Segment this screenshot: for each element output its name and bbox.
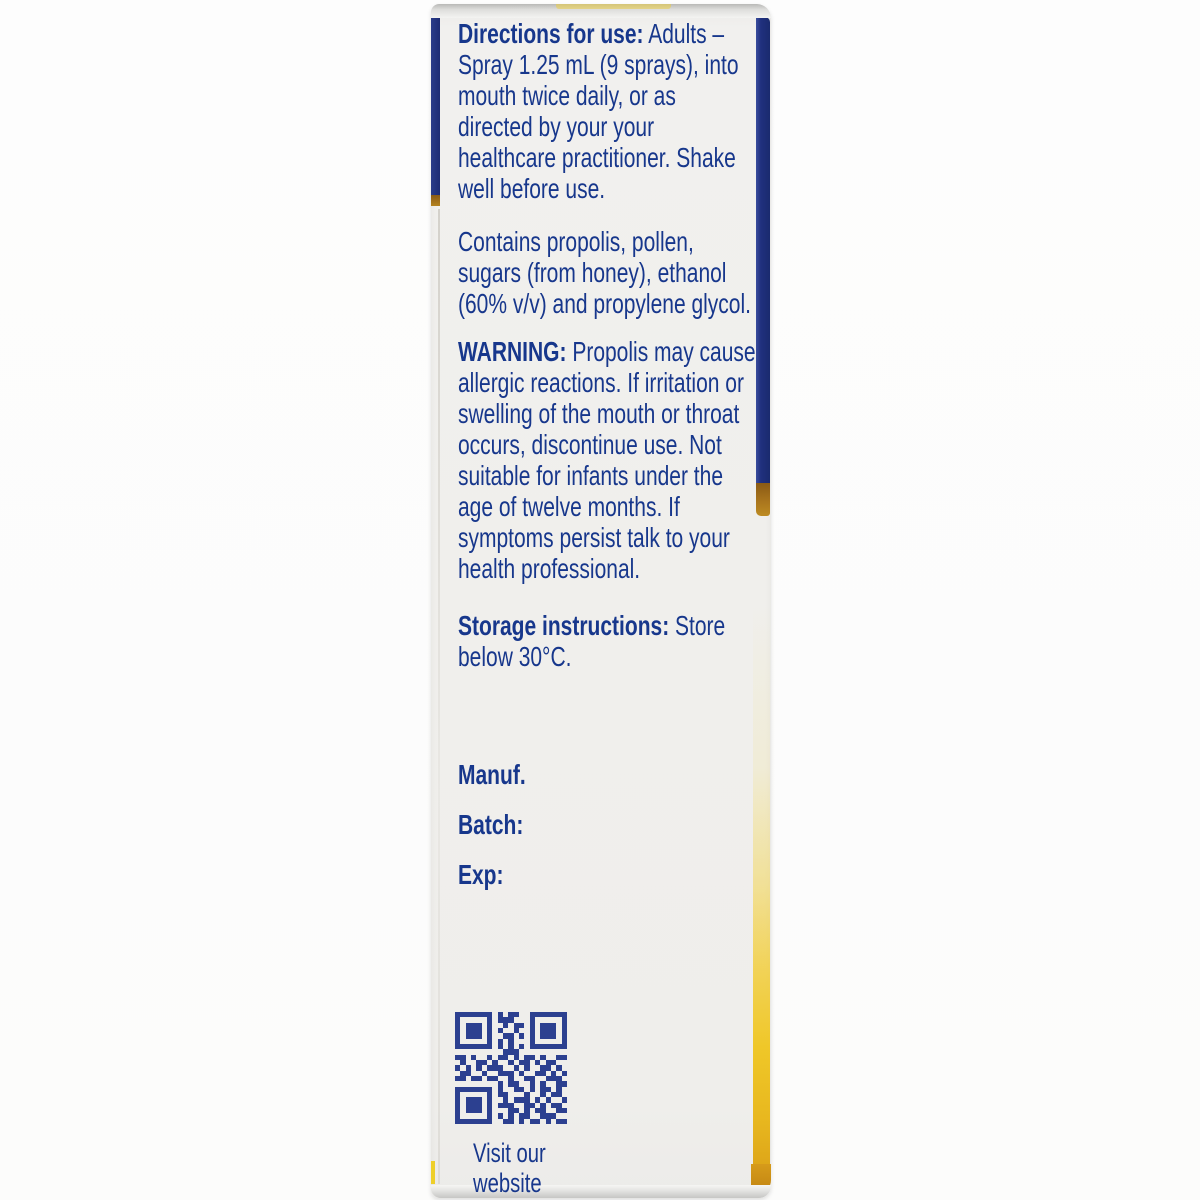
text-line: (60% v/v) and propylene glycol. — [458, 288, 751, 319]
text-line: health professional. — [458, 553, 641, 584]
left-edge-gold-tip — [431, 195, 440, 206]
text-line: directed by your your — [458, 111, 655, 142]
right-edge-yellow-gradient — [753, 604, 770, 1188]
qr-code — [455, 1012, 567, 1124]
text-line: age of twelve months. If — [458, 491, 680, 522]
text-line: sugars (from honey), ethanol — [458, 257, 727, 288]
right-edge-navy-strip — [756, 17, 770, 483]
text-line: well before use. — [458, 173, 606, 204]
qr-module — [562, 1119, 567, 1124]
left-fold-line — [438, 209, 440, 1184]
paragraph-storage — [458, 610, 725, 672]
field-batch: Batch: — [458, 809, 524, 840]
text-line: occurs, discontinue use. Not — [458, 429, 722, 460]
text-line: swelling of the mouth or throat — [458, 398, 740, 429]
package-side-panel — [431, 4, 771, 1198]
text-line: Spray 1.25 mL (9 sprays), into — [458, 49, 739, 80]
bottom-left-yellow-sliver — [431, 1161, 435, 1184]
text-line: mouth twice daily, or as — [458, 80, 676, 111]
paragraph-directions — [458, 18, 739, 204]
text-line: suitable for infants under the — [458, 460, 724, 491]
left-edge-navy-strip — [431, 17, 440, 195]
text-line: Contains propolis, pollen, — [458, 226, 694, 257]
right-edge-gold-tip — [756, 483, 770, 516]
paragraph-warning — [458, 336, 756, 584]
text-line: allergic reactions. If irritation or — [458, 367, 744, 398]
text-line: below 30°C. — [458, 641, 572, 672]
field-manuf: Manuf. — [458, 759, 526, 790]
website-caption-line1: Visit our — [473, 1138, 546, 1168]
field-exp: Exp: — [458, 859, 504, 890]
text-line: Directions for use: Adults – — [458, 18, 725, 49]
website-caption-line2: website — [473, 1168, 542, 1198]
paragraph-contains — [458, 226, 751, 319]
text-line: Storage instructions: Store — [458, 610, 726, 641]
text-line: symptoms persist talk to your — [458, 522, 730, 553]
text-line: healthcare practitioner. Shake — [458, 142, 736, 173]
website-caption — [473, 1138, 546, 1198]
text-line: WARNING: Propolis may cause — [458, 336, 756, 367]
